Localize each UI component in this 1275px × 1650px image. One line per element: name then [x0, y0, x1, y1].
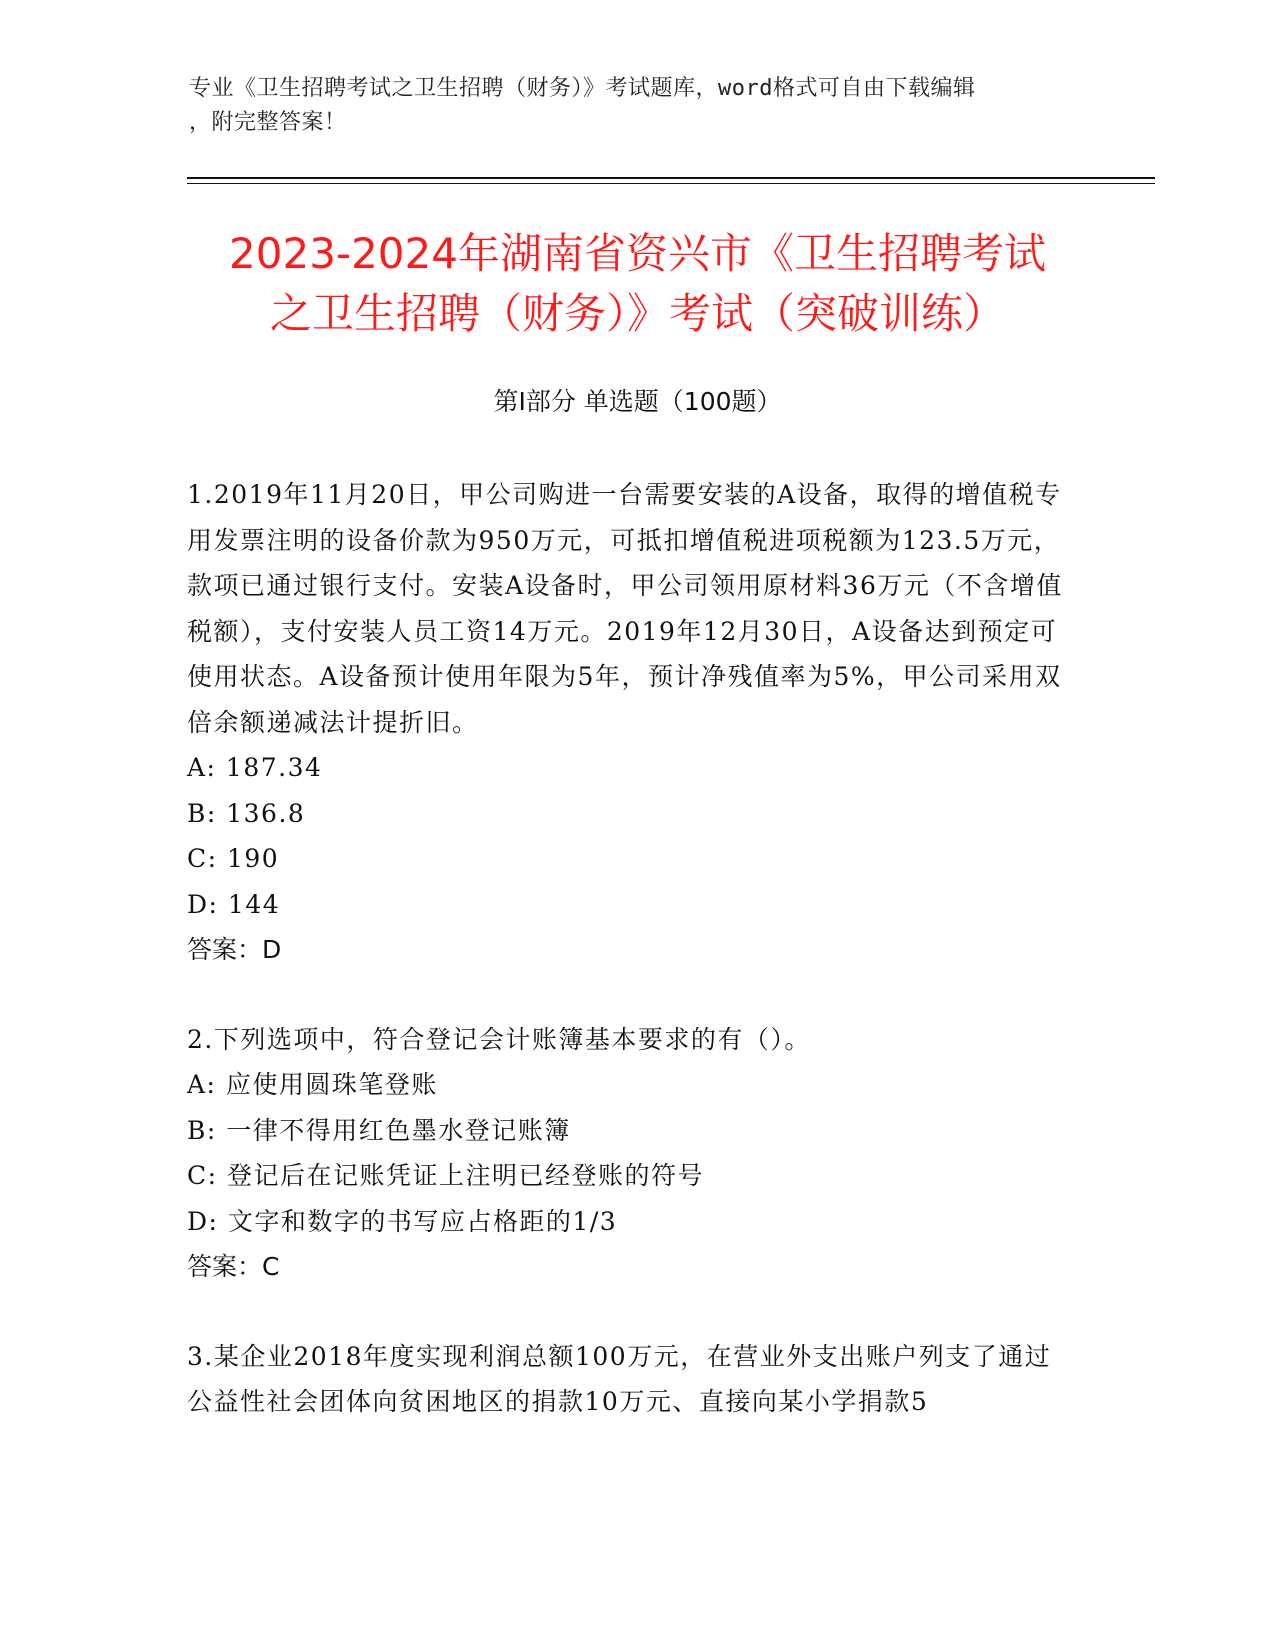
question-3: [187, 1334, 1077, 1425]
option-b: B: 136.8: [187, 798, 306, 828]
option-c: C: 190: [187, 844, 280, 873]
question-stem: 1.2019年11月20日，甲公司购进一台需要安装的A设备，取得的增值税专用发票注明的设备价款为950万元，可抵扣增值税进项税额为123.5万元，款项已通过银行支付。安装A设备时，甲公司领用原材料36万元（不含增值税额），支付安装人员工资14万元。2019年12月30日，A设备达到预定可使用状态。A设备预计使用年限为5年，预计净残值率为5%，甲公司采用双倍余额递减法计提折旧。: [187, 480, 1063, 737]
option-d: D: 文字和数字的书写应占格距的1/3: [187, 1206, 618, 1236]
question-2: [187, 1017, 1077, 1290]
document-title-line-2: 之卫生招聘（财务）》考试（突破训练）: [269, 289, 1005, 338]
question-list: [187, 472, 1077, 1469]
section-heading: 第I部分 单选题（100题）: [493, 387, 782, 416]
option-b: B: 一律不得用红色墨水登记账簿: [187, 1115, 571, 1145]
question-1: [187, 472, 1077, 973]
answer: 答案：D: [187, 935, 282, 964]
question-stem: 3.某企业2018年度实现利润总额100万元，在营业外支出账户列支了通过公益性社会团体向贫困地区的捐款10万元、直接向某小学捐款5: [187, 1341, 1052, 1416]
option-d: D: 144: [187, 889, 281, 919]
question-stem: 2.下列选项中，符合登记会计账簿基本要求的有（）。: [187, 1024, 811, 1054]
option-c: C: 登记后在记账凭证上注明已经登账的符号: [187, 1161, 704, 1190]
answer: 答案：C: [187, 1252, 280, 1281]
document-title: [140, 224, 1135, 344]
document-title-line-1: 2023-2024年湖南省资兴市《卫生招聘考试: [229, 229, 1046, 278]
header-note: [189, 72, 1089, 140]
header-divider-thin: [187, 183, 1155, 184]
header-divider-thick: [187, 177, 1155, 179]
option-a: A: 应使用圆珠笔登账: [187, 1070, 438, 1099]
header-note-line-1: 专业《卫生招聘考试之卫生招聘（财务）》考试题库，word格式可自由下载编辑: [189, 76, 976, 101]
header-note-line-2: ，附完整答案！: [189, 110, 347, 135]
option-a: A: 187.34: [187, 753, 323, 782]
